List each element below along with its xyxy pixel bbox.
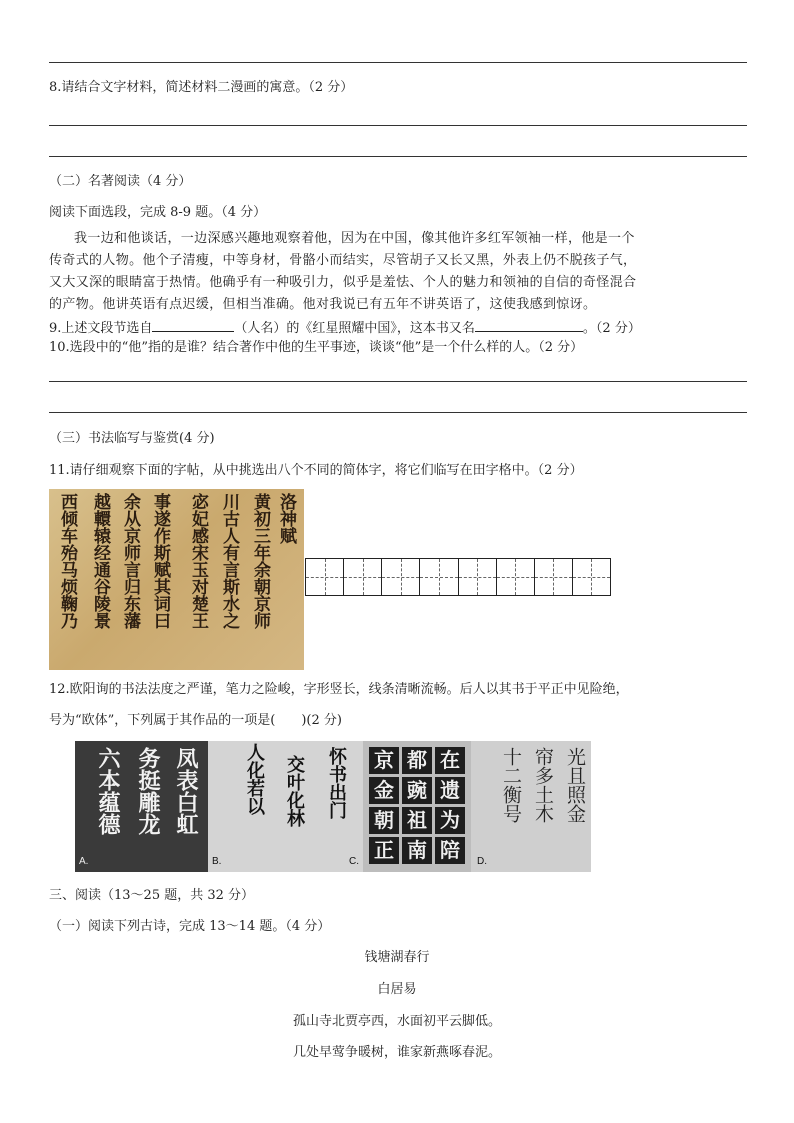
calligraphy-column: 西倾车殆马烦鞠乃 xyxy=(57,493,77,629)
poem-title: 钱塘湖春行 xyxy=(364,950,430,965)
passage-line: 的产物。他讲英语有点迟缓，但相当准确。他对我说已有五年不讲英语了，这使我感到惊讶。 xyxy=(49,297,597,312)
answer-line xyxy=(49,156,747,157)
calligraphy-column: 洛神赋 xyxy=(276,493,296,544)
option-glyph-column: 帘多土木 xyxy=(532,747,554,823)
grid-cell[interactable] xyxy=(344,559,382,595)
option-glyph-column: 交叶化林 xyxy=(284,755,305,827)
grid-cell[interactable] xyxy=(306,559,344,595)
option-glyph-column: 务挺雕龙 xyxy=(135,747,161,835)
q9-text-a: 9.上述文段节选自 xyxy=(49,321,153,336)
question-12-line1: 12.欧阳询的书法法度之严谨，笔力之险峻，字形竖长，线条清晰流畅。后人以其书于平正中见险绝， xyxy=(49,682,629,697)
option-glyph: 都 xyxy=(402,747,432,774)
option-glyph: 金 xyxy=(369,777,399,804)
answer-line xyxy=(49,125,747,126)
option-glyph-column: 六本蕴德 xyxy=(95,747,121,835)
passage-line: 我一边和他谈话，一边深感兴趣地观察着他，因为在中国，像其他许多红军领袖一样，他是一个 xyxy=(74,231,635,246)
option-glyph: 祖 xyxy=(402,807,432,834)
grid-cell[interactable] xyxy=(535,559,573,595)
answer-line xyxy=(49,62,747,63)
option-glyph: 为 xyxy=(435,807,465,834)
option-glyph: 豌 xyxy=(402,777,432,804)
grid-cell[interactable] xyxy=(497,559,535,595)
option-glyph: 京 xyxy=(369,747,399,774)
passage-line: 又大又深的眼睛富于热情。他确乎有一种吸引力，似乎是羞怯、个人的魅力和领袖的自信的奇怪混合 xyxy=(49,275,637,290)
question-9 xyxy=(49,318,641,337)
option-glyph: 南 xyxy=(402,837,432,864)
question-8: 8.请结合文字材料，简述材料二漫画的寓意。（2 分） xyxy=(49,80,354,95)
option-glyph: 在 xyxy=(435,747,465,774)
option-d-label: D. xyxy=(477,856,487,867)
poem-line: 孤山寺北贾亭西，水面初平云脚低。 xyxy=(292,1014,501,1029)
author-blank[interactable] xyxy=(152,318,234,332)
calligraphy-options-image xyxy=(75,741,591,872)
q9-text-c: 。（2 分） xyxy=(582,321,641,336)
subsection-heading: （一）阅读下列古诗，完成 13～14 题。（4 分） xyxy=(49,919,331,934)
option-c-label: C. xyxy=(349,856,359,867)
option-glyph: 正 xyxy=(369,837,399,864)
grid-cell[interactable] xyxy=(382,559,420,595)
question-12-line2: 号为“欧体”，下列属于其作品的一项是( )(2 分) xyxy=(49,713,342,728)
poem-author: 白居易 xyxy=(377,982,417,997)
option-glyph-column: 凤表白虹 xyxy=(173,747,199,835)
option-glyph: 遗 xyxy=(435,777,465,804)
calligraphy-column: 事遂作斯赋其词曰 xyxy=(150,493,170,629)
grid-cell[interactable] xyxy=(573,559,610,595)
calligraphy-column: 黄初三年余朝京师 xyxy=(250,493,270,629)
q9-text-b: （人名）的《红星照耀中国》，这本书又名 xyxy=(234,321,475,336)
option-b-panel xyxy=(208,741,363,872)
poem-line: 几处早莺争暖树，谁家新燕啄春泥。 xyxy=(292,1045,501,1060)
alt-title-blank[interactable] xyxy=(475,318,583,332)
calligraphy-column: 越轘辕经通谷陵景 xyxy=(90,493,110,629)
question-11: 11.请仔细观察下面的字帖，从中挑选出八个不同的简体字，将它们临写在田字格中。（2 分） xyxy=(49,463,583,478)
calligraphy-column: 余从京师言归东藩 xyxy=(120,493,140,629)
section-heading: （二）名著阅读（4 分） xyxy=(49,174,192,189)
calligraphy-copybook-image xyxy=(49,489,304,670)
option-a-label: A. xyxy=(79,856,89,867)
part-heading: 三、阅读（13～25 题，共 32 分） xyxy=(49,888,255,903)
grid-cell[interactable] xyxy=(420,559,458,595)
tianzige-writing-grid[interactable] xyxy=(305,558,611,596)
option-c-panel xyxy=(349,741,471,872)
calligraphy-column: 宓妃感宋玉对楚王 xyxy=(188,493,208,629)
passage-line: 传奇式的人物。他个子清瘦，中等身材，骨骼小而结实，尽管胡子又长又黑，外表上仍不脱孩子气， xyxy=(49,253,637,268)
option-glyph-column: 光且照金 xyxy=(564,747,586,823)
grid-cell[interactable] xyxy=(459,559,497,595)
answer-line xyxy=(49,381,747,382)
option-d-panel xyxy=(471,741,591,872)
option-a-panel xyxy=(75,741,208,872)
section-intro: 阅读下面选段，完成 8-9 题。（4 分） xyxy=(49,205,267,220)
section-heading: （三）书法临写与鉴赏(4 分) xyxy=(49,431,215,446)
calligraphy-column: 川古人有言斯水之 xyxy=(219,493,239,629)
option-glyph-column: 怀书出门 xyxy=(326,747,347,819)
answer-line xyxy=(49,412,747,413)
option-glyph: 陪 xyxy=(435,837,465,864)
option-b-label: B. xyxy=(212,856,222,867)
question-10: 10.选段中的“他”指的是谁？结合著作中他的生平事迹，谈谈“他”是一个什么样的人。（2 分） xyxy=(49,340,584,355)
option-glyph-column: 十二衡号 xyxy=(500,747,522,823)
option-glyph-column: 人化若以 xyxy=(244,743,265,815)
option-glyph: 朝 xyxy=(369,807,399,834)
